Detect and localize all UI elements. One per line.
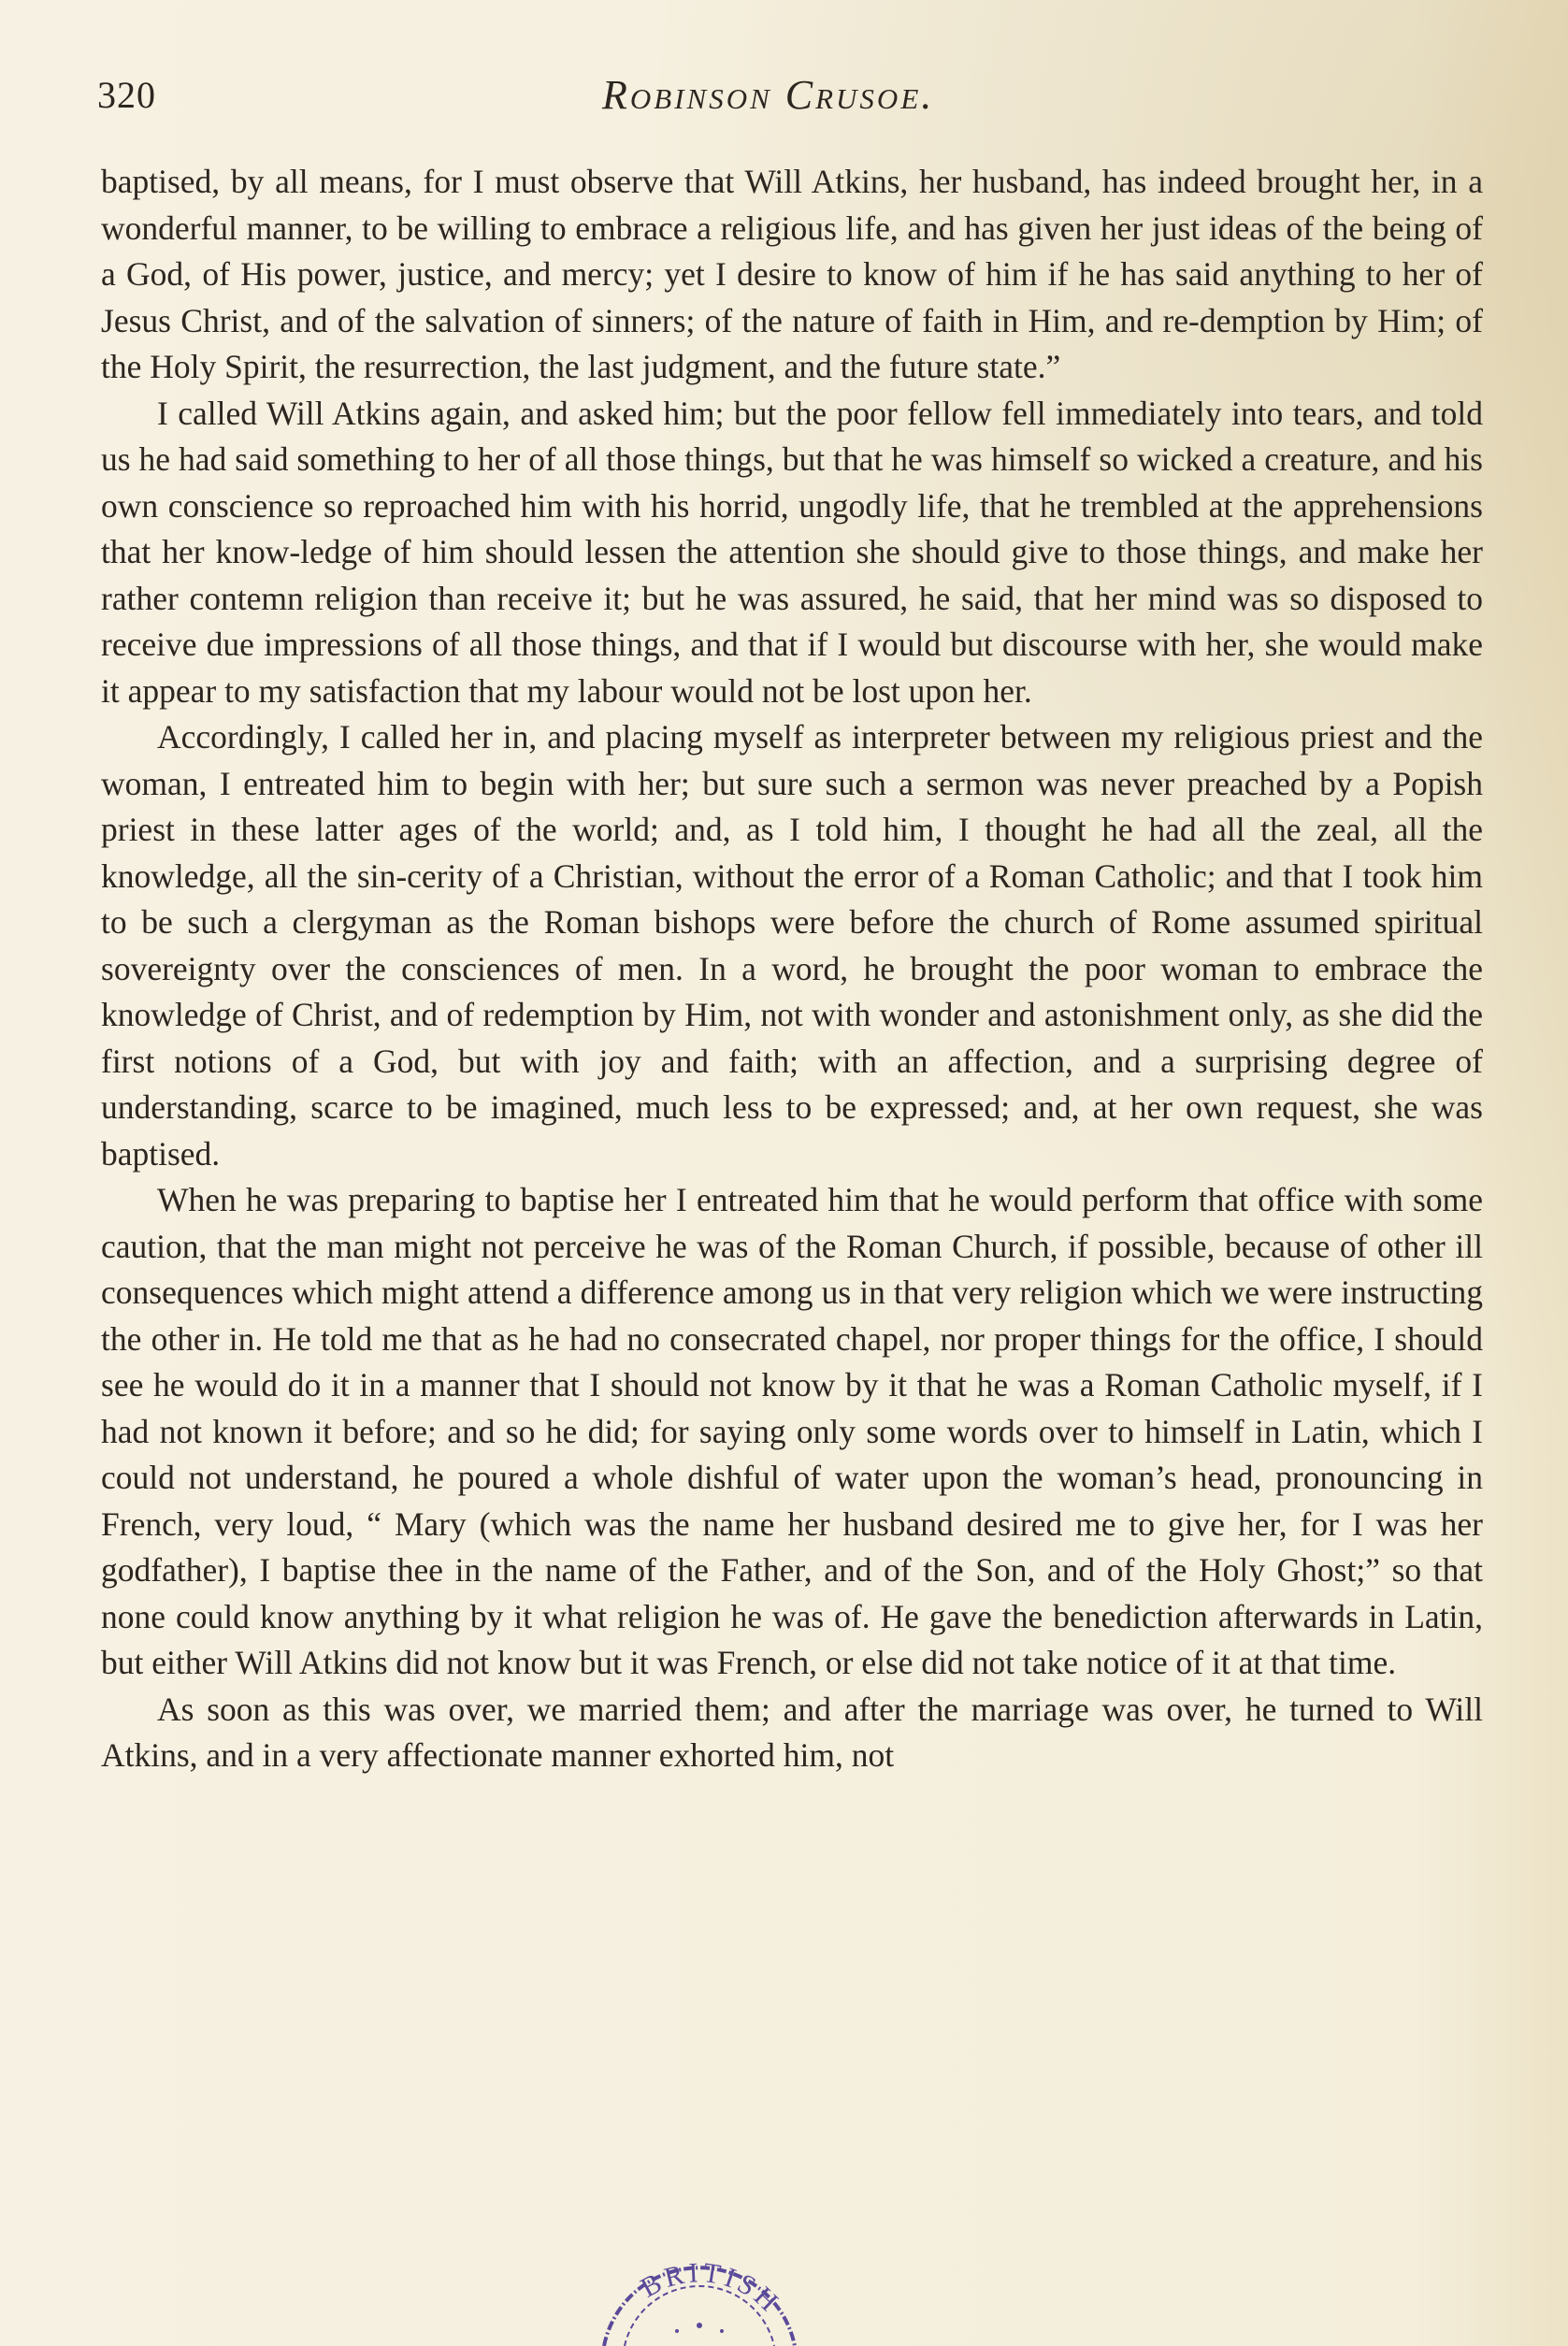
page-header [97, 64, 1500, 129]
body-text [101, 159, 1483, 1779]
library-stamp-icon [587, 2221, 812, 2346]
running-title: Robinson Crusoe. [602, 72, 935, 118]
paragraph-2: I called Will Atkins again, and asked him; but the poor fellow fell immediately into tears, and told us he had said something to her of all those things, but that he was himself so wicked a creature, and his own conscience so reproached him with his horrid, ungodly life, that he trembled at the apprehensions that her know-ledge of him should lessen the attention she should give to those things, and make her rather contemn religion than receive it; but he was assured, he said, that her mind was so disposed to receive due impressions of all those things, and that if I would but discourse with her, she would make it appear to my satisfaction that my labour would not be lost upon her. [101, 394, 1483, 710]
library-stamp [587, 2221, 812, 2346]
paragraph-1: baptised, by all means, for I must observe that Will Atkins, her husband, has indeed brought her, in a wonderful manner, to be willing to embrace a religious life, and has given her just ideas of the being of a God, of His power, justice, and mercy; yet I desire to know of him if he has said anything to her of Jesus Christ, and of the salvation of sinners; of the nature of faith in Him, and re-demption by Him; of the Holy Spirit, the resurrection, the last judgment, and the future state.” [101, 163, 1483, 385]
stamp-text: BRITISH [635, 2257, 787, 2320]
svg-text:BRITISH [636, 2257, 786, 2320]
page-number: 320 [97, 74, 156, 116]
paragraph-5: As soon as this was over, we married them; and after the marriage was over, he turned to Will Atkins, and in a very affectionate manner exhorted him, not [101, 1690, 1483, 1774]
paragraph-3: Accordingly, I called her in, and placing myself as interpreter between my religious priest and the woman, I entreated him to begin with her; but sure such a sermon was never preached by a Popish priest in these latter ages of the world; and, as I told him, I thought he had all the zeal, all the knowledge, all the sin-cerity of a Christian, without the error of a Roman Catholic; and that I took him to be such a clergyman as the Roman bishops were before the church of Rome assumed spiritual sovereignty over the consciences of men. In a word, he brought the poor woman to embrace the knowledge of Christ, and of redemption by Him, not with wonder and astonishment only, as she did the first notions of a God, but with joy and faith; with an affection, and a surprising degree of understanding, scarce to be imagined, much less to be expressed; and, at her own request, she was baptised. [101, 718, 1483, 1173]
paragraph-4: When he was preparing to baptise her I entreated him that he would perform that office with some caution, that the man might not perceive he was of the Roman Church, if possible, because of other ill consequences which might attend a difference among us in that very religion which we were instructing the other in. He told me that as he had no consecrated chapel, nor proper things for the office, I should see he would do it in a manner that I should not know by it that he was a Roman Catholic myself, if I had not known it before; and so he did; for saying only some words over to himself in Latin, which I could not understand, he poured a whole dishful of water upon the woman’s head, pronouncing in French, very loud, “ Mary (which was the name her husband desired me to give her, for I was her godfather), I baptise thee in the name of the Father, and of the Son, and of the Holy Ghost;” so that none could know anything by it what religion he was of. He gave the benediction afterwards in Latin, but either Will Atkins did not know but it was French, or else did not take notice of it at that time. [101, 1181, 1483, 1681]
